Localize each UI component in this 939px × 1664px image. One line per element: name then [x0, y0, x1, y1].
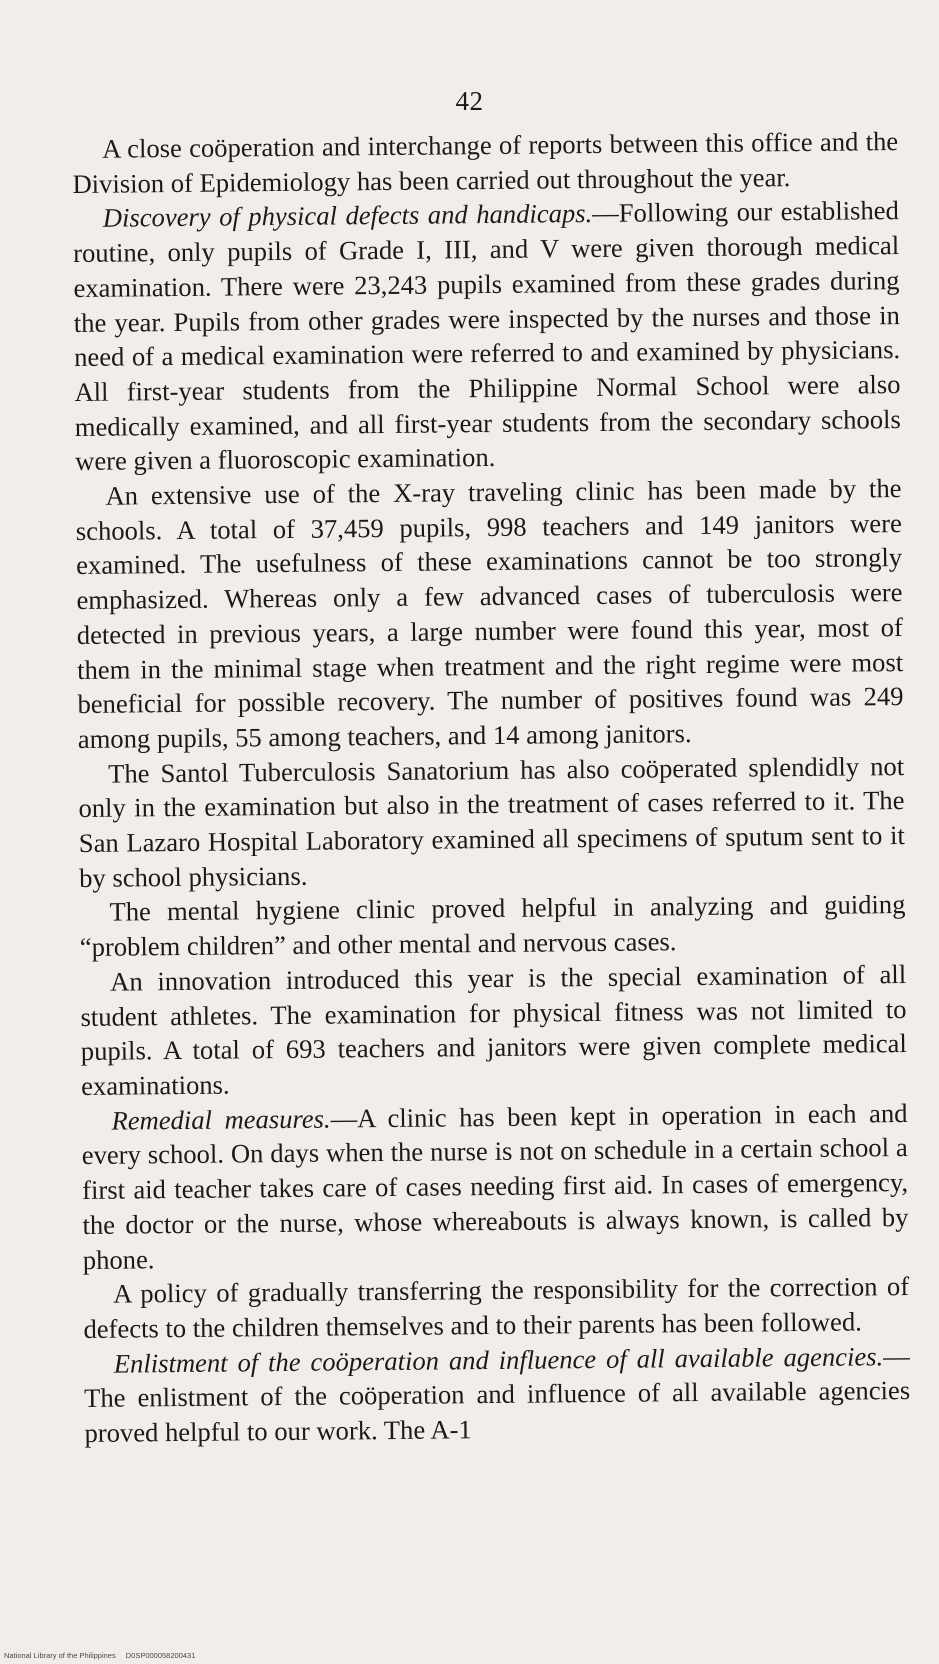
- paragraph-text: The mental hygiene clinic proved helpful in analyzing and guiding “problem children” and other mental and nervous cases.: [79, 889, 906, 963]
- paragraph-text: An extensive use of the X-ray traveling clinic has been made by the schools. A total of 37,459 pupils, 998 teachers and 149 janitors were examined. The usefulness of these examinations cannot be too strongly emphasized. Whereas only a few advanced cases of tuberculosis were detected in previous years, a large number were found this year, most of them in the minimal stage when treatment and the right regime were most beneficial for possible recovery. The number of positives found was 249 among pupils, 55 among teachers, and 14 among janitors.: [75, 473, 904, 754]
- body-text: [72, 124, 911, 1451]
- paragraph-text: A close coöperation and interchange of reports between this office and the Division of Epidemiology has been carried out throughout the year.: [72, 126, 899, 199]
- paragraph-text: —A clinic has been kept in operation in each and every school. On days when the nurse is not on schedule in a certain school a first aid teacher takes care of cases needing first aid. In cases of emergency, the doctor or the nurse, whose whereabouts is always known, is called by phone.: [81, 1097, 909, 1275]
- paragraph-text: A policy of gradually transferring the responsibility for the correction of defects to the children themselves and to their parents has been followed.: [83, 1271, 910, 1344]
- footer-library: National Library of the Philippines: [4, 1651, 116, 1660]
- scan-footer: [4, 1651, 195, 1660]
- paragraph-cooperation: [72, 124, 899, 201]
- page-number: 42: [455, 86, 484, 116]
- paragraph-text: The Santol Tuberculosis Sanatorium has also coöperated splendidly not only in the examination but also in the treatment of cases referred to it. The San Lazaro Hospital Laboratory examined all specimens of sputum sent to it by school physicians.: [78, 750, 905, 893]
- paragraph-discovery: [73, 193, 902, 479]
- paragraph-xray-clinic: [75, 471, 904, 757]
- paragraph-santol-sanatorium: [78, 749, 905, 896]
- paragraph-text: —The enlistment of the coöperation and influence of all available agencies proved helpful to our work. The A-1: [84, 1340, 911, 1448]
- paragraph-enlistment: [84, 1339, 911, 1451]
- paragraph-athletes: [80, 957, 907, 1104]
- section-heading-remedial: Remedial measures.: [111, 1103, 331, 1136]
- paragraph-policy: [83, 1269, 910, 1346]
- paragraph-text: —Following our established routine, only pupils of Grade I, III, and V were given thorough medical examination. There were 23,243 pupils examined from these grades during the year. Pupils from other grades were inspected by the nurses and those in need of a medical examination were referred to and examined by physicians. All first-year students from the Philippine Normal School were also medically examined, and all first-year students from the secondary schools were given a fluoroscopic examination.: [73, 195, 901, 477]
- paragraph-mental-hygiene: [79, 888, 906, 965]
- paragraph-remedial: [81, 1096, 909, 1277]
- section-heading-enlistment: Enlistment of the coöperation and influence of all available agencies.: [113, 1340, 884, 1379]
- section-heading-discovery: Discovery of physical defects and handicaps.: [102, 198, 593, 234]
- footer-id: D0SP000058200431: [125, 1651, 196, 1660]
- paragraph-text: An innovation introduced this year is the special examination of all student athletes. The examination for physical fitness was not limited to pupils. A total of 693 teachers and janitors were given complete medical examinations.: [80, 958, 907, 1101]
